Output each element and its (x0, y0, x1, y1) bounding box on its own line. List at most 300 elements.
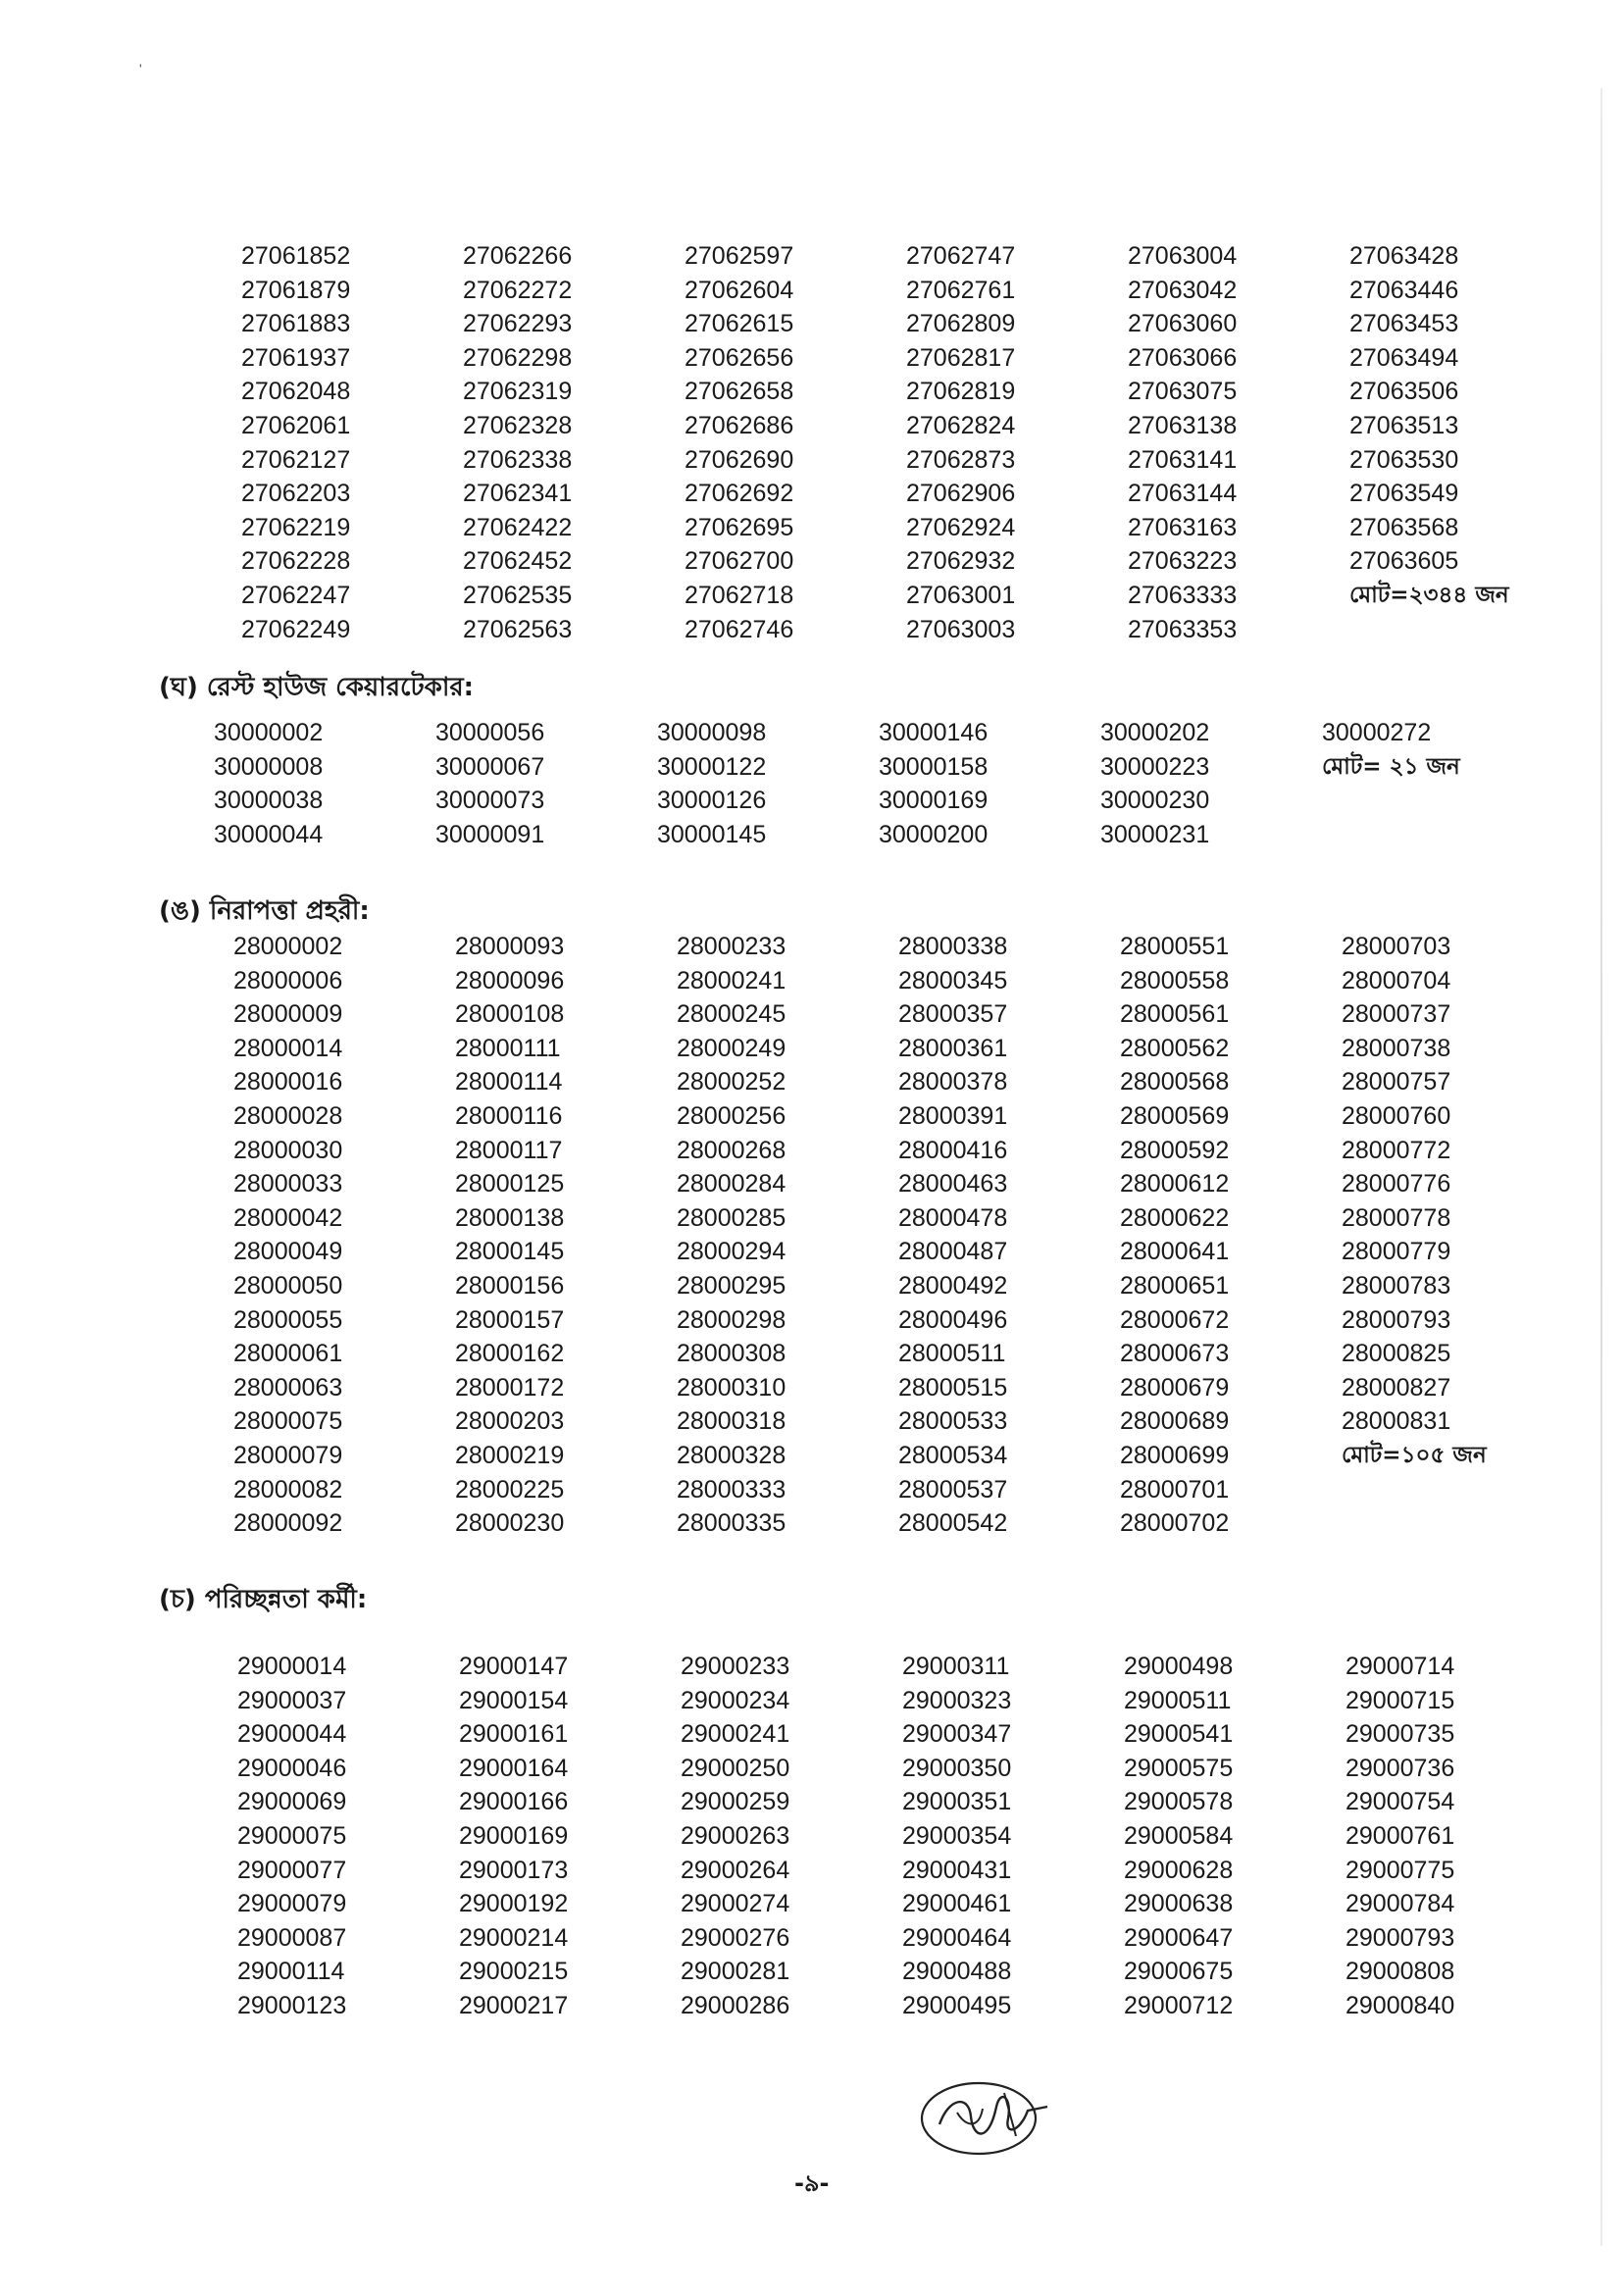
id-cell: 28000172 (455, 1373, 565, 1402)
id-cell: 29000259 (681, 1788, 790, 1816)
id-cell: 29000114 (237, 1958, 345, 1986)
id-cell: 29000233 (681, 1653, 790, 1680)
id-grid (214, 716, 1624, 851)
id-cell: 29000276 (681, 1923, 790, 1952)
id-cell: 28000049 (233, 1238, 343, 1266)
id-column (1120, 930, 1342, 1541)
id-cell: 29000784 (1345, 1890, 1455, 1918)
id-cell: 29000215 (459, 1958, 569, 1986)
id-cell: 28000030 (233, 1136, 343, 1164)
id-cell: 27062809 (906, 310, 1016, 338)
id-cell: 28000328 (677, 1441, 787, 1469)
id-column (902, 1650, 1124, 2023)
id-cell: 27062228 (241, 547, 351, 576)
id-cell: 29000323 (902, 1686, 1012, 1714)
id-cell: 28000492 (898, 1271, 1008, 1300)
id-cell: 28000219 (455, 1441, 565, 1469)
id-cell: 27063453 (1349, 310, 1459, 338)
id-cell: 29000123 (237, 1991, 347, 2019)
id-cell: 28000117 (455, 1136, 563, 1164)
id-cell: 29000354 (902, 1821, 1012, 1850)
id-column (657, 716, 879, 851)
id-cell: 27063004 (1128, 242, 1238, 270)
id-cell: 29000166 (459, 1788, 569, 1816)
id-cell: 28000679 (1120, 1373, 1230, 1402)
id-cell: 29000217 (459, 1991, 569, 2019)
id-cell: 30000044 (214, 820, 324, 848)
id-cell: 28000233 (677, 933, 787, 960)
id-cell: 28000778 (1342, 1203, 1451, 1232)
id-cell: 28000009 (233, 1000, 343, 1029)
id-cell: 30000002 (214, 719, 324, 746)
id-cell: 27062718 (685, 581, 794, 609)
id-cell: 28000230 (455, 1509, 565, 1538)
id-cell: 28000772 (1342, 1136, 1451, 1164)
id-cell: 28000757 (1342, 1068, 1451, 1096)
margin-mark: ' (139, 61, 142, 76)
id-cell: 28000335 (677, 1509, 787, 1538)
id-cell: 28000318 (677, 1407, 787, 1436)
id-cell: 29000754 (1345, 1788, 1455, 1816)
id-cell: 29000638 (1124, 1890, 1234, 1918)
id-cell: 27062293 (463, 310, 573, 338)
id-cell: 28000252 (677, 1068, 787, 1096)
id-cell: 28000294 (677, 1238, 787, 1266)
id-cell: 30000098 (657, 719, 767, 746)
id-cell: 28000533 (898, 1407, 1008, 1436)
id-cell: 29000511 (1124, 1686, 1232, 1714)
id-cell: 27062604 (685, 276, 794, 304)
id-cell: 27062924 (906, 513, 1016, 541)
id-cell: 27061883 (241, 310, 351, 338)
id-cell: 27063446 (1349, 276, 1459, 304)
section-heading: (চ) পরিচ্ছন্নতা কর্মী: (159, 1585, 368, 1614)
id-cell: 28000156 (455, 1271, 565, 1300)
id-cell: 28000357 (898, 1000, 1008, 1029)
id-cell: 27063060 (1128, 310, 1238, 338)
id-cell: 28000203 (455, 1407, 565, 1436)
id-cell: 28000378 (898, 1068, 1008, 1096)
id-cell: 27062048 (241, 378, 351, 406)
id-cell: 28000245 (677, 1000, 787, 1029)
id-cell: 27062249 (241, 615, 351, 643)
id-cell: 28000463 (898, 1170, 1008, 1198)
id-cell: 27063506 (1349, 378, 1459, 406)
id-column (435, 716, 657, 851)
id-cell: 28000061 (233, 1340, 343, 1368)
id-cell: 30000158 (879, 752, 989, 781)
id-cell: 27063605 (1349, 547, 1459, 576)
id-cell: 27062761 (906, 276, 1016, 304)
id-cell: 29000351 (902, 1788, 1012, 1816)
id-column (233, 930, 455, 1541)
id-cell: 27062690 (685, 445, 794, 474)
id-cell: 28000042 (233, 1203, 343, 1232)
signature (910, 2067, 1062, 2166)
id-cell: 27061879 (241, 276, 351, 304)
id-cell: 29000431 (902, 1856, 1012, 1884)
id-cell: 27062700 (685, 547, 794, 576)
id-cell: 28000157 (455, 1305, 565, 1334)
total-count: মোট= ২১ জন (1322, 753, 1460, 780)
id-cell: 29000735 (1345, 1720, 1455, 1749)
id-cell: 27063513 (1349, 411, 1459, 439)
id-cell: 28000298 (677, 1305, 787, 1334)
section-heading: (ঙ) নিরাপত্তা প্রহরী: (159, 896, 370, 926)
id-cell: 27063075 (1128, 378, 1238, 406)
id-cell: 27062422 (463, 513, 573, 541)
id-cell: 28000612 (1120, 1170, 1230, 1198)
id-cell: 28000241 (677, 966, 787, 994)
id-cell: 27062906 (906, 480, 1016, 508)
id-cell: 29000014 (237, 1653, 347, 1680)
id-cell: 28000114 (455, 1068, 563, 1096)
id-column (455, 930, 677, 1541)
id-cell: 28000416 (898, 1136, 1008, 1164)
id-cell: 27063163 (1128, 513, 1238, 541)
id-cell: 27062328 (463, 411, 573, 439)
id-cell: 27062247 (241, 581, 351, 609)
id-cell: 28000622 (1120, 1203, 1230, 1232)
id-cell: 29000761 (1345, 1821, 1455, 1850)
id-cell: 28000641 (1120, 1238, 1230, 1266)
id-cell: 28000361 (898, 1034, 1008, 1062)
id-cell: 28000284 (677, 1170, 787, 1198)
id-cell: 28000391 (898, 1101, 1008, 1130)
id-cell: 28000496 (898, 1305, 1008, 1334)
id-grid (241, 239, 1624, 646)
id-cell: 28000562 (1120, 1034, 1230, 1062)
id-cell: 28000783 (1342, 1271, 1451, 1300)
id-column (214, 716, 435, 851)
id-cell: 29000234 (681, 1686, 790, 1714)
id-cell: 28000116 (455, 1101, 563, 1130)
id-cell: 29000488 (902, 1958, 1012, 1986)
id-cell: 28000701 (1120, 1475, 1230, 1504)
page-number: -৯- (794, 2169, 830, 2197)
id-cell: 28000487 (898, 1238, 1008, 1266)
id-cell: 28000014 (233, 1034, 343, 1062)
id-cell: 29000584 (1124, 1821, 1234, 1850)
id-cell: 30000067 (435, 752, 545, 781)
id-column (1322, 716, 1498, 851)
id-cell: 28000016 (233, 1068, 343, 1096)
id-cell: 28000345 (898, 966, 1008, 994)
section-continued (0, 239, 1624, 646)
id-cell: 28000075 (233, 1407, 343, 1436)
id-cell: 30000230 (1100, 787, 1210, 815)
id-cell: 27063530 (1349, 445, 1459, 474)
id-cell: 29000714 (1345, 1653, 1455, 1680)
id-cell: 29000808 (1345, 1958, 1455, 1986)
id-cell: 29000541 (1124, 1720, 1234, 1749)
id-cell: 27063003 (906, 615, 1016, 643)
id-cell: 27063042 (1128, 276, 1238, 304)
id-cell: 29000214 (459, 1923, 569, 1952)
id-cell: 28000050 (233, 1271, 343, 1300)
id-cell: 28000672 (1120, 1305, 1230, 1334)
id-cell: 28000568 (1120, 1068, 1230, 1096)
id-cell: 30000272 (1322, 719, 1432, 746)
id-grid (237, 1650, 1624, 2023)
id-cell: 28000651 (1120, 1271, 1230, 1300)
id-cell: 27063144 (1128, 480, 1238, 508)
id-cell: 28000779 (1342, 1238, 1451, 1266)
id-cell: 29000350 (902, 1754, 1012, 1782)
id-cell: 29000347 (902, 1720, 1012, 1749)
id-cell: 29000077 (237, 1856, 347, 1884)
id-cell: 28000558 (1120, 966, 1230, 994)
id-cell: 28000827 (1342, 1373, 1451, 1402)
id-cell: 28000738 (1342, 1034, 1451, 1062)
id-cell: 28000673 (1120, 1340, 1230, 1368)
id-cell: 28000111 (455, 1034, 561, 1062)
id-cell: 30000145 (657, 820, 767, 848)
id-cell: 28000704 (1342, 966, 1451, 994)
id-cell: 27062686 (685, 411, 794, 439)
id-cell: 30000169 (879, 787, 989, 815)
id-cell: 29000311 (902, 1653, 1010, 1680)
id-cell: 28000138 (455, 1203, 565, 1232)
id-cell: 27062695 (685, 513, 794, 541)
id-cell: 29000044 (237, 1720, 347, 1749)
id-cell: 27062272 (463, 276, 573, 304)
id-cell: 28000737 (1342, 1000, 1451, 1029)
id-cell: 29000169 (459, 1821, 569, 1850)
id-cell: 27063066 (1128, 343, 1238, 372)
id-cell: 28000825 (1342, 1340, 1451, 1368)
id-cell: 27062658 (685, 378, 794, 406)
id-cell: 28000699 (1120, 1441, 1230, 1469)
id-column (459, 1650, 681, 2023)
id-cell: 27062692 (685, 480, 794, 508)
id-column (1345, 1650, 1522, 2023)
id-cell: 28000310 (677, 1373, 787, 1402)
id-cell: 29000079 (237, 1890, 347, 1918)
id-cell: 28000542 (898, 1509, 1008, 1538)
id-cell: 29000173 (459, 1856, 569, 1884)
id-cell: 28000268 (677, 1136, 787, 1164)
id-cell: 29000461 (902, 1890, 1012, 1918)
id-cell: 30000073 (435, 787, 545, 815)
id-cell: 28000703 (1342, 933, 1451, 960)
id-cell: 28000093 (455, 933, 565, 960)
id-column (241, 239, 463, 646)
id-cell: 28000033 (233, 1170, 343, 1198)
id-cell: 29000628 (1124, 1856, 1234, 1884)
id-cell: 30000202 (1100, 719, 1210, 746)
id-cell: 28000256 (677, 1101, 787, 1130)
id-cell: 28000125 (455, 1170, 565, 1198)
id-cell: 28000760 (1342, 1101, 1451, 1130)
total-count: মোট=১০৫ জন (1342, 1442, 1487, 1468)
id-cell: 27062615 (685, 310, 794, 338)
id-cell: 29000147 (459, 1653, 569, 1680)
id-cell: 29000712 (1124, 1991, 1234, 2019)
id-column (906, 239, 1128, 646)
id-cell: 28000308 (677, 1340, 787, 1368)
id-column (681, 1650, 902, 2023)
id-cell: 27062127 (241, 445, 351, 474)
id-cell: 27062203 (241, 480, 351, 508)
id-cell: 30000223 (1100, 752, 1210, 781)
id-cell: 29000037 (237, 1686, 347, 1714)
id-column (463, 239, 685, 646)
id-cell: 28000478 (898, 1203, 1008, 1232)
total-count: মোট=২৩৪৪ জন (1349, 582, 1509, 608)
id-cell: 29000241 (681, 1720, 790, 1749)
id-cell: 27063353 (1128, 615, 1238, 643)
id-cell: 28000776 (1342, 1170, 1451, 1198)
id-cell: 30000038 (214, 787, 324, 815)
id-cell: 28000569 (1120, 1101, 1230, 1130)
id-cell: 29000264 (681, 1856, 790, 1884)
id-cell: 28000108 (455, 1000, 565, 1029)
id-cell: 28000831 (1342, 1407, 1451, 1436)
id-cell: 27062563 (463, 615, 573, 643)
id-cell: 29000250 (681, 1754, 790, 1782)
id-cell: 29000286 (681, 1991, 790, 2019)
id-cell: 28000055 (233, 1305, 343, 1334)
id-cell: 28000793 (1342, 1305, 1451, 1334)
id-cell: 29000498 (1124, 1653, 1234, 1680)
id-cell: 28000096 (455, 966, 565, 994)
id-cell: 28000162 (455, 1340, 565, 1368)
id-cell: 29000263 (681, 1821, 790, 1850)
id-column (1128, 239, 1349, 646)
id-cell: 28000333 (677, 1475, 787, 1504)
id-cell: 29000578 (1124, 1788, 1234, 1816)
id-cell: 28000092 (233, 1509, 343, 1538)
id-cell: 29000281 (681, 1958, 790, 1986)
id-cell: 27062747 (906, 242, 1016, 270)
id-cell: 28000534 (898, 1441, 1008, 1469)
id-cell: 27062932 (906, 547, 1016, 576)
id-cell: 29000164 (459, 1754, 569, 1782)
id-cell: 28000561 (1120, 1000, 1230, 1029)
id-cell: 29000075 (237, 1821, 347, 1850)
id-cell: 27063549 (1349, 480, 1459, 508)
id-cell: 30000091 (435, 820, 545, 848)
id-cell: 27062817 (906, 343, 1016, 372)
section-rest-house (0, 716, 1624, 851)
id-cell: 30000146 (879, 719, 989, 746)
id-cell: 28000537 (898, 1475, 1008, 1504)
id-cell: 27062338 (463, 445, 573, 474)
id-column (898, 930, 1120, 1541)
id-cell: 27063138 (1128, 411, 1238, 439)
id-cell: 29000154 (459, 1686, 569, 1714)
id-cell: 27063141 (1128, 445, 1238, 474)
id-cell: 29000495 (902, 1991, 1012, 2019)
id-column (879, 716, 1100, 851)
id-cell: 27062061 (241, 411, 351, 439)
section-heading: (ঘ) রেস্ট হাউজ কেয়ারটেকার: (159, 673, 475, 702)
id-cell: 28000295 (677, 1271, 787, 1300)
section-cleaning (0, 1650, 1624, 2023)
id-cell: 27062319 (463, 378, 573, 406)
id-cell: 28000145 (455, 1238, 565, 1266)
id-cell: 28000285 (677, 1203, 787, 1232)
id-cell: 27063494 (1349, 343, 1459, 372)
id-cell: 28000079 (233, 1441, 343, 1469)
id-column (1342, 930, 1518, 1541)
id-cell: 28000002 (233, 933, 343, 960)
id-cell: 29000715 (1345, 1686, 1455, 1714)
id-cell: 29000775 (1345, 1856, 1455, 1884)
id-cell: 29000192 (459, 1890, 569, 1918)
id-cell: 29000087 (237, 1923, 347, 1952)
id-cell: 28000511 (898, 1340, 1006, 1368)
id-column (685, 239, 906, 646)
id-cell: 28000063 (233, 1373, 343, 1402)
id-cell: 29000840 (1345, 1991, 1455, 2019)
id-cell: 28000338 (898, 933, 1008, 960)
id-column (1349, 239, 1509, 646)
id-cell: 28000028 (233, 1101, 343, 1130)
id-column (1124, 1650, 1345, 2023)
id-grid (233, 930, 1624, 1541)
id-cell: 27061852 (241, 242, 351, 270)
id-cell: 29000575 (1124, 1754, 1234, 1782)
id-cell: 29000464 (902, 1923, 1012, 1952)
id-cell: 29000161 (459, 1720, 569, 1749)
id-column (677, 930, 898, 1541)
id-cell: 30000200 (879, 820, 989, 848)
id-cell: 29000647 (1124, 1923, 1234, 1952)
id-cell: 28000249 (677, 1034, 787, 1062)
section-security (0, 930, 1624, 1541)
id-cell: 28000006 (233, 966, 343, 994)
id-cell: 30000122 (657, 752, 767, 781)
id-cell: 28000689 (1120, 1407, 1230, 1436)
id-cell: 28000225 (455, 1475, 565, 1504)
id-cell: 27062819 (906, 378, 1016, 406)
id-cell: 27063333 (1128, 581, 1238, 609)
id-cell: 27063428 (1349, 242, 1459, 270)
id-cell: 30000056 (435, 719, 545, 746)
id-cell: 28000515 (898, 1373, 1008, 1402)
id-cell: 29000046 (237, 1754, 347, 1782)
id-cell: 27063001 (906, 581, 1016, 609)
id-cell: 28000551 (1120, 933, 1230, 960)
id-cell: 28000082 (233, 1475, 343, 1504)
id-cell: 27062656 (685, 343, 794, 372)
id-cell: 29000793 (1345, 1923, 1455, 1952)
id-cell: 29000736 (1345, 1754, 1455, 1782)
id-cell: 27062597 (685, 242, 794, 270)
id-cell: 27062219 (241, 513, 351, 541)
id-cell: 27061937 (241, 343, 351, 372)
id-cell: 29000274 (681, 1890, 790, 1918)
id-cell: 27062298 (463, 343, 573, 372)
id-cell: 30000008 (214, 752, 324, 781)
id-cell: 30000126 (657, 787, 767, 815)
id-cell: 28000702 (1120, 1509, 1230, 1538)
id-column (237, 1650, 459, 2023)
id-cell: 27062746 (685, 615, 794, 643)
id-cell: 27062266 (463, 242, 573, 270)
id-cell: 28000592 (1120, 1136, 1230, 1164)
id-cell: 27062452 (463, 547, 573, 576)
id-cell: 30000231 (1100, 820, 1210, 848)
id-cell: 27062535 (463, 581, 573, 609)
id-cell: 29000675 (1124, 1958, 1234, 1986)
id-column (1100, 716, 1322, 851)
id-cell: 27063568 (1349, 513, 1459, 541)
id-cell: 27063223 (1128, 547, 1238, 576)
id-cell: 27062873 (906, 445, 1016, 474)
